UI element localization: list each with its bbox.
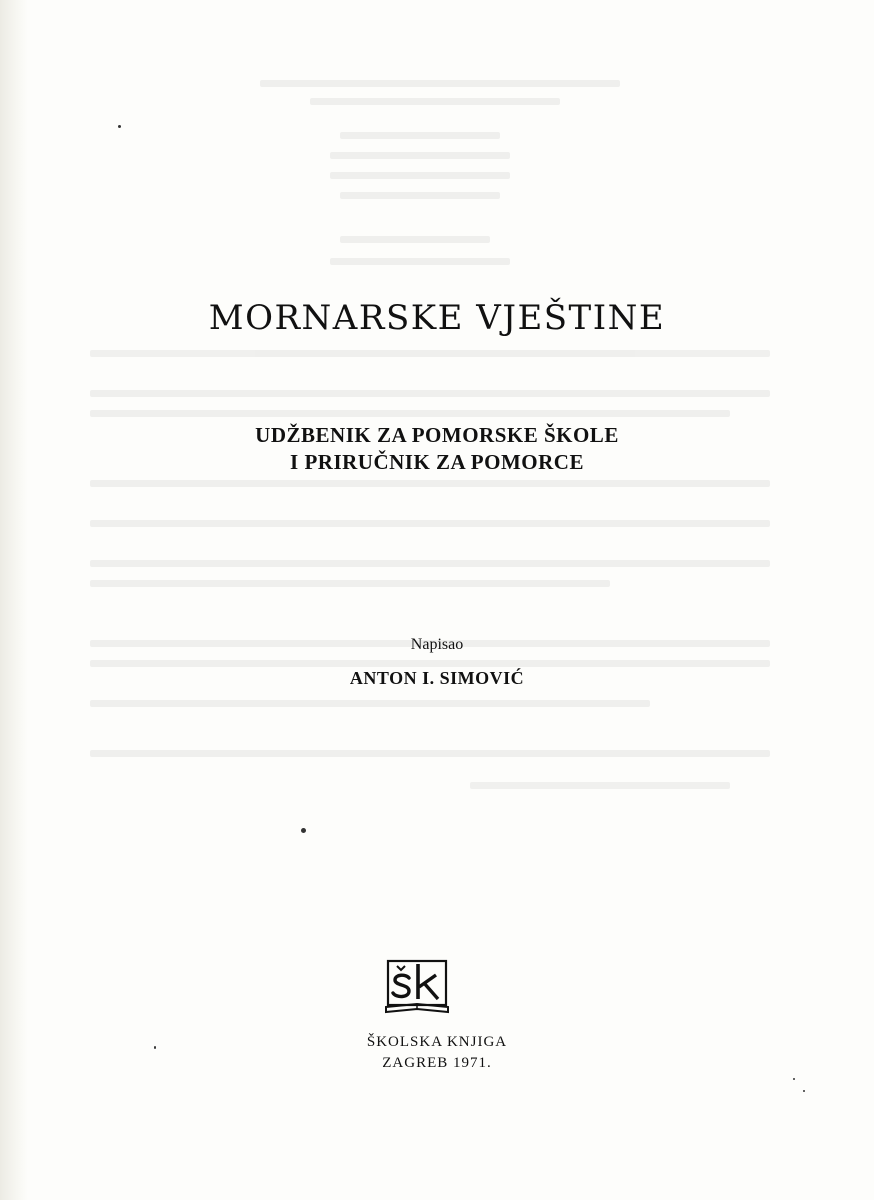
sk-publisher-logo-icon — [382, 958, 452, 1016]
print-speck — [301, 828, 306, 833]
publisher-block — [0, 1032, 874, 1074]
byline-label: Napisao — [410, 636, 464, 653]
print-speck — [118, 125, 121, 128]
book-subtitle — [0, 422, 874, 476]
print-speck — [793, 1078, 795, 1080]
print-speck — [154, 1046, 156, 1049]
publisher-place-year: ZAGREB 1971. — [382, 1055, 492, 1071]
book-title: MORNARSKE VJEŠTINE — [208, 298, 666, 338]
publisher-name: ŠKOLSKA KNJIGA — [366, 1034, 508, 1050]
print-speck — [803, 1090, 805, 1092]
subtitle-line-2: I PRIRUČNIK ZA POMORCE — [290, 450, 584, 474]
author-name: ANTON I. SIMOVIĆ — [349, 668, 525, 688]
subtitle-line-1: UDŽBENIK ZA POMORSKE ŠKOLE — [255, 423, 619, 447]
